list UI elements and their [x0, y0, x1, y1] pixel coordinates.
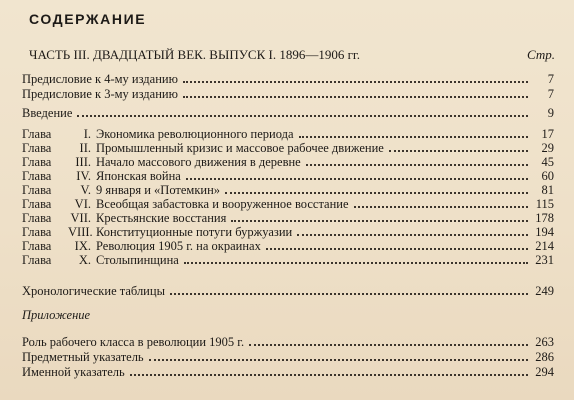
leader-dots	[249, 344, 528, 346]
entry-page: 214	[535, 239, 554, 253]
toc-entry-appendix	[22, 335, 554, 350]
entry-page: 9	[547, 106, 554, 120]
toc-entry-appendix	[22, 350, 554, 365]
leader-dots	[225, 192, 528, 194]
chapter-word: Глава	[22, 239, 52, 253]
toc-entry-chapter	[22, 183, 554, 198]
entry-title: Хронологические таблицы	[22, 284, 165, 298]
page-title: СОДЕРЖАНИЕ	[29, 11, 147, 27]
leader-dots	[299, 136, 529, 138]
toc-entry-chapter	[22, 225, 554, 240]
entry-title: Революция 1905 г. на окраинах	[96, 239, 261, 253]
entry-page: 45	[541, 155, 554, 169]
chapter-word: Глава	[22, 225, 52, 239]
entry-title: 9 января и «Потемкин»	[96, 183, 221, 197]
chapter-number: IV.	[76, 169, 91, 183]
toc-entry-preface-3	[22, 87, 554, 102]
entry-title: Начало массового движения в деревне	[96, 155, 301, 169]
page-column-label: Стр.	[527, 47, 555, 62]
part-title: ЧАСТЬ III. ДВАДЦАТЫЙ ВЕК. ВЫПУСК I. 1896—1906 гг.	[29, 47, 361, 62]
appendix-heading: Приложение	[22, 308, 91, 322]
chapter-number: VII.	[70, 211, 91, 225]
toc-entry-introduction	[22, 106, 554, 121]
entry-page: 29	[541, 141, 554, 155]
leader-dots	[389, 150, 528, 152]
entry-title: Крестьянские восстания	[96, 211, 227, 225]
entry-title: Экономика революционного периода	[96, 127, 294, 141]
chapter-number: VI.	[74, 197, 91, 211]
chapter-number: I.	[83, 127, 91, 141]
entry-page: 178	[535, 211, 554, 225]
entry-title: Именной указатель	[22, 365, 125, 379]
chapter-word: Глава	[22, 169, 52, 183]
leader-dots	[184, 262, 528, 264]
chapter-word: Глава	[22, 253, 52, 267]
entry-title: Промышленный кризис и массовое рабочее движение	[96, 141, 384, 155]
leader-dots	[297, 234, 528, 236]
leader-dots	[186, 178, 528, 180]
entry-title: Предисловие к 3-му изданию	[22, 87, 178, 101]
toc-entry-chapter	[22, 155, 554, 170]
entry-title: Предисловие к 4-му изданию	[22, 72, 178, 86]
leader-dots	[130, 374, 528, 376]
entry-page: 115	[535, 197, 554, 211]
entry-page: 249	[535, 284, 554, 298]
entry-title: Столыпинщина	[96, 253, 179, 267]
entry-title: Всеобщая забастовка и вооруженное восстание	[96, 197, 349, 211]
entry-title: Японская война	[96, 169, 181, 183]
chapter-number: II.	[79, 141, 91, 155]
leader-dots	[149, 359, 528, 361]
leader-dots	[183, 81, 528, 83]
entry-page: 231	[535, 253, 554, 267]
chapter-number: IX.	[74, 239, 91, 253]
entry-title: Роль рабочего класса в революции 1905 г.	[22, 335, 245, 349]
entry-title: Конституционные потуги буржуазии	[96, 225, 293, 239]
toc-entry-preface-4	[22, 72, 554, 87]
entry-page: 17	[541, 127, 554, 141]
chapter-number: III.	[75, 155, 91, 169]
entry-page: 286	[535, 350, 554, 364]
toc-entry-chapter	[22, 127, 554, 142]
entry-page: 294	[535, 365, 554, 379]
toc-entry-chapter	[22, 239, 554, 254]
leader-dots	[170, 293, 528, 295]
leader-dots	[183, 96, 528, 98]
chapter-word: Глава	[22, 197, 52, 211]
toc-entry-chapter	[22, 253, 554, 268]
chapter-number: V.	[80, 183, 91, 197]
chapter-word: Глава	[22, 211, 52, 225]
entry-page: 7	[547, 72, 554, 86]
entry-page: 81	[541, 183, 554, 197]
leader-dots	[231, 220, 528, 222]
entry-title: Введение	[22, 106, 73, 120]
leader-dots	[354, 206, 528, 208]
leader-dots	[77, 115, 528, 117]
chapter-number: VIII.	[68, 225, 93, 239]
part-header	[29, 45, 555, 65]
entry-page: 194	[535, 225, 554, 239]
leader-dots	[266, 248, 528, 250]
toc-entry-chapter	[22, 211, 554, 226]
toc-entry-chapter	[22, 197, 554, 212]
chapter-word: Глава	[22, 127, 52, 141]
entry-page: 60	[541, 169, 554, 183]
chapter-word: Глава	[22, 155, 52, 169]
entry-title: Предметный указатель	[22, 350, 144, 364]
toc-entry-appendix	[22, 365, 554, 380]
chapter-word: Глава	[22, 183, 52, 197]
toc-entry-chapter	[22, 169, 554, 184]
entry-page: 263	[535, 335, 554, 349]
toc-entry-chronology	[22, 284, 554, 299]
chapter-number: X.	[78, 253, 91, 267]
toc-entry-chapter	[22, 141, 554, 156]
chapter-word: Глава	[22, 141, 52, 155]
entry-page: 7	[547, 87, 554, 101]
leader-dots	[306, 164, 528, 166]
